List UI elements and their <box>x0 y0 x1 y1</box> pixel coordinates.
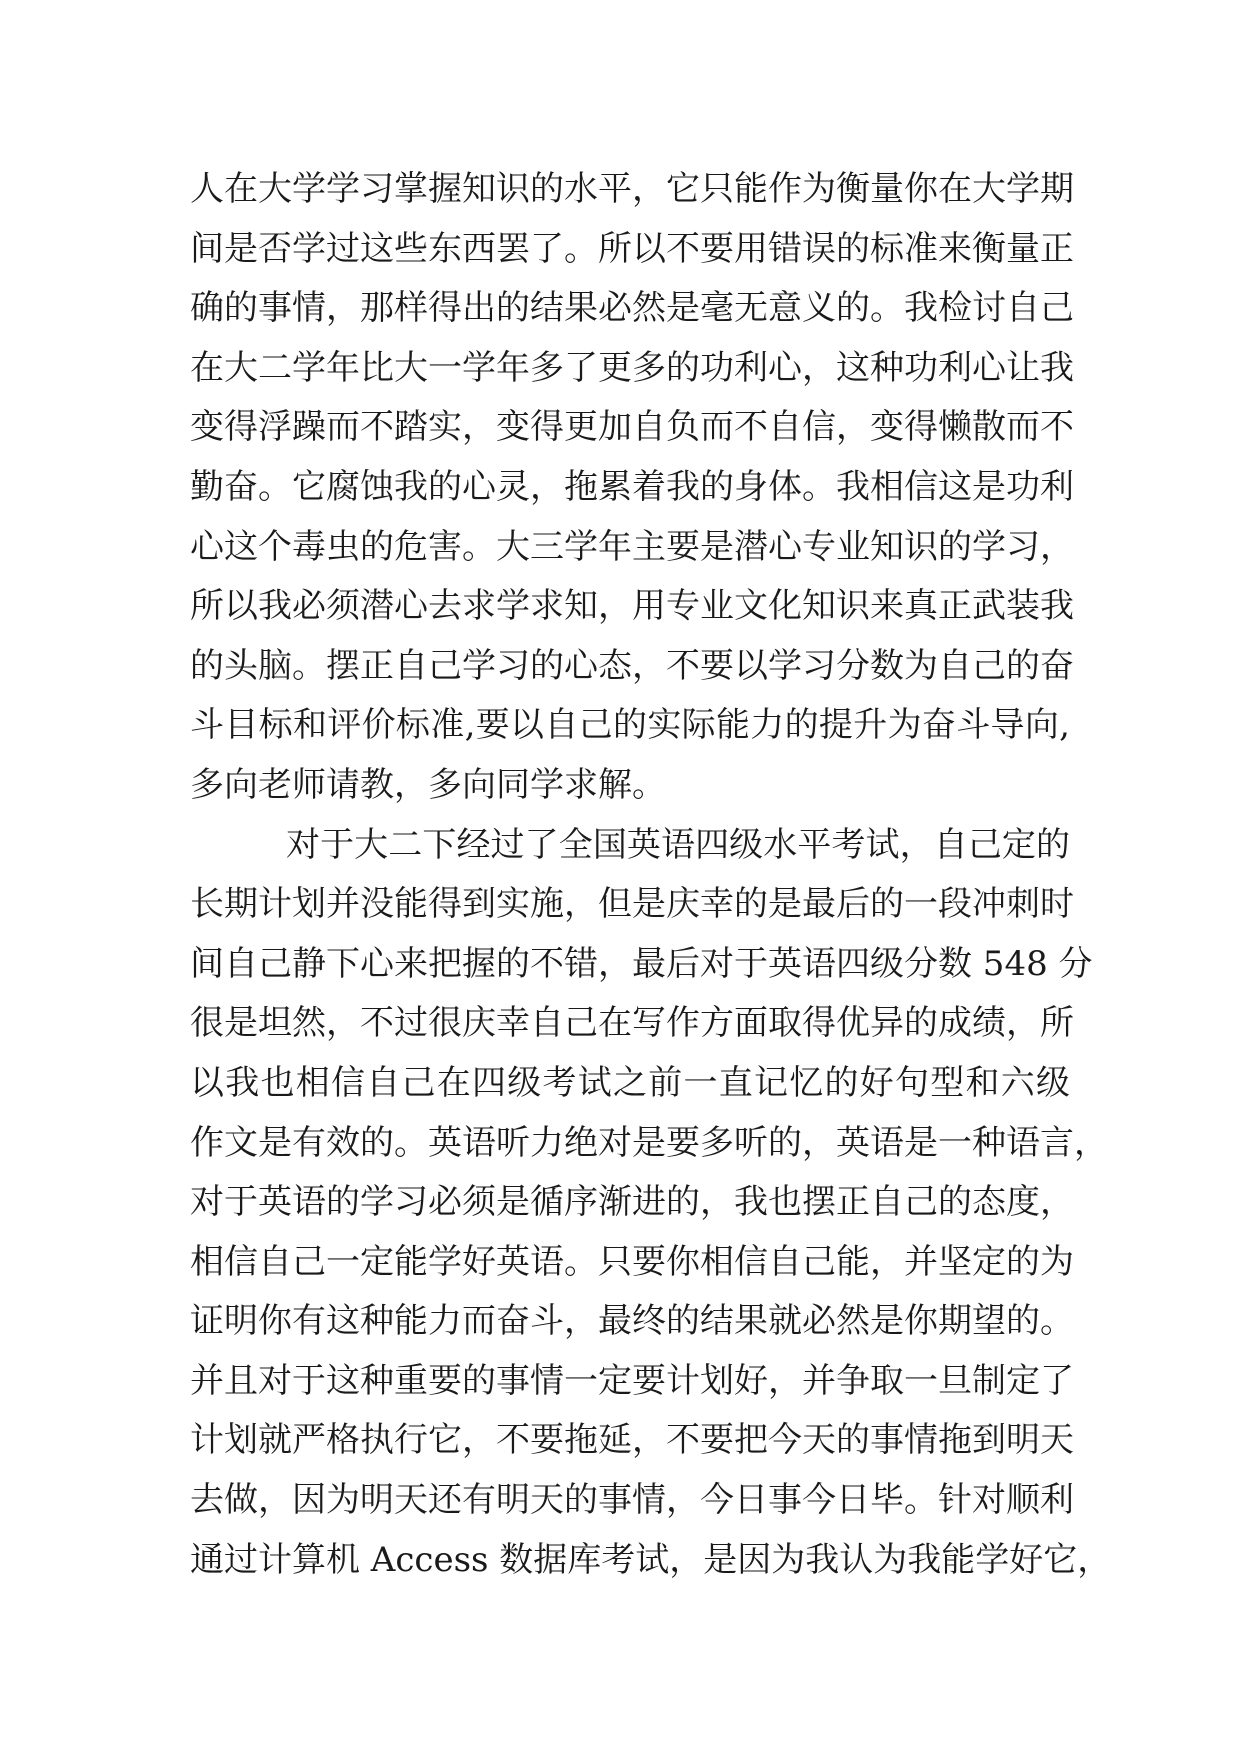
text-line: 证明你有这种能力而奋斗，最终的结果就必然是你期望的。 <box>190 1301 1074 1342</box>
text-line: 确的事情，那样得出的结果必然是毫无意义的。我检讨自己 <box>190 288 1074 329</box>
text-line: 对于大二下经过了全国英语四级水平考试，自己定的 <box>286 824 1070 865</box>
text-line: 间自己静下心来把握的不错，最后对于英语四级分数 548 分 <box>190 943 1093 984</box>
body-text <box>190 160 1112 1590</box>
paragraph <box>190 160 1074 816</box>
text-line: 所以我必须潜心去求学求知，用专业文化知识来真正武装我 <box>190 586 1074 627</box>
text-line: 计划就严格执行它，不要拖延，不要把今天的事情拖到明天 <box>190 1420 1074 1461</box>
text-line: 变得浮躁而不踏实，变得更加自负而不自信，变得懒散而不 <box>190 407 1074 448</box>
text-line: 很是坦然，不过很庆幸自己在写作方面取得优异的成绩，所 <box>190 1003 1074 1044</box>
text-line: 多向老师请教，多向同学求解。 <box>190 764 666 805</box>
text-line: 去做，因为明天还有明天的事情，今日事今日毕。针对顺利 <box>190 1480 1074 1521</box>
text-line: 长期计划并没能得到实施，但是庆幸的是最后的一段冲刺时 <box>190 884 1074 925</box>
text-line: 人在大学学习掌握知识的水平，它只能作为衡量你在大学期 <box>190 169 1074 209</box>
text-line: 在大二学年比大一学年多了更多的功利心，这种功利心让我 <box>190 347 1074 388</box>
text-line: 的头脑。摆正自己学习的心态，不要以学习分数为自己的奋 <box>190 645 1074 686</box>
text-line: 作文是有效的。英语听力绝对是要多听的，英语是一种语言， <box>190 1122 1108 1163</box>
text-line: 间是否学过这些东西罢了。所以不要用错误的标准来衡量正 <box>190 228 1074 269</box>
paragraph <box>190 816 1112 1591</box>
text-line: 勤奋。它腐蚀我的心灵，拖累着我的身体。我相信这是功利 <box>190 466 1074 507</box>
text-line: 斗目标和评价标准,要以自己的实际能力的提升为奋斗导向, <box>190 705 1070 746</box>
text-line: 以我也相信自己在四级考试之前一直记忆的好句型和六级 <box>190 1062 1070 1103</box>
text-line: 心这个毒虫的危害。大三学年主要是潜心专业知识的学习， <box>190 526 1074 567</box>
text-line: 对于英语的学习必须是循序渐进的，我也摆正自己的态度， <box>190 1182 1074 1223</box>
text-line: 通过计算机 Access 数据库考试，是因为我认为我能学好它， <box>190 1539 1112 1580</box>
text-line: 相信自己一定能学好英语。只要你相信自己能，并坚定的为 <box>190 1241 1074 1282</box>
text-line: 并且对于这种重要的事情一定要计划好，并争取一旦制定了 <box>190 1360 1074 1401</box>
